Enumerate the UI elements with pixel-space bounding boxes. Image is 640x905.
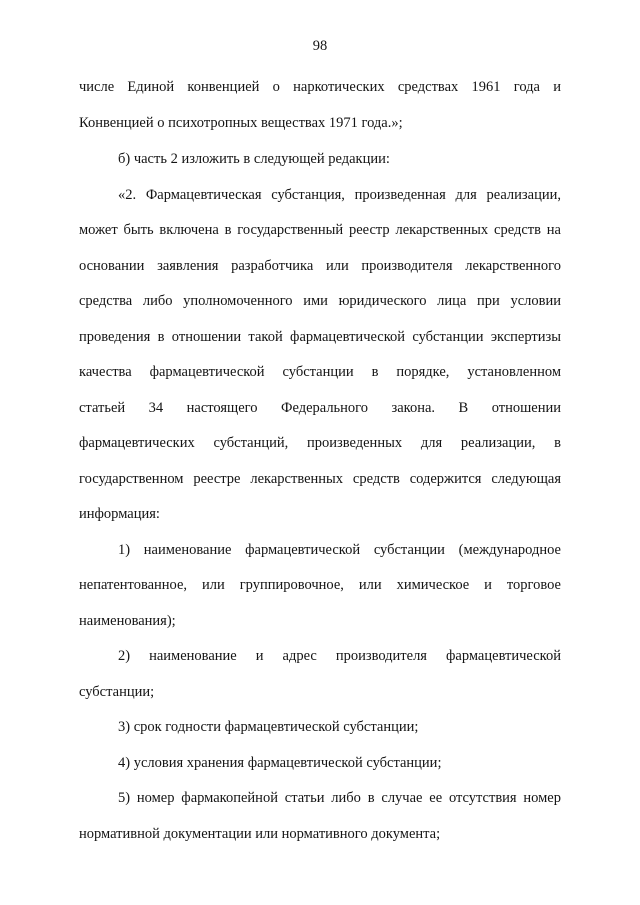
text-line: субстанции;	[79, 684, 155, 700]
text-line: государственном реестре лекарственных средств содержится следующая	[79, 471, 561, 487]
text-line: наименования);	[79, 613, 176, 629]
text-line: 4) условия хранения фармацевтической субстанции;	[118, 755, 442, 771]
text-line: б) часть 2 изложить в следующей редакции:	[118, 151, 390, 167]
text-line: основании заявления разработчика или производителя лекарственного	[79, 258, 561, 274]
text-line: нормативной документации или нормативного документа;	[79, 826, 441, 842]
text-line: 5) номер фармакопейной статьи либо в случае ее отсутствия номер	[118, 790, 561, 806]
text-line: Конвенцией о психотропных веществах 1971 года.»;	[79, 115, 403, 131]
text-line: 1) наименование фармацевтической субстанции (международное	[118, 542, 561, 558]
text-line: 3) срок годности фармацевтической субстанции;	[118, 719, 419, 735]
text-line: проведения в отношении такой фармацевтической субстанции экспертизы	[79, 329, 561, 345]
text-line: «2. Фармацевтическая субстанция, произведенная для реализации,	[118, 187, 561, 203]
text-line: непатентованное, или группировочное, или химическое и торговое	[79, 577, 561, 593]
text-line: статьей 34 настоящего Федерального закона. В отношении	[79, 400, 561, 416]
text-line: средства либо уполномоченного ими юридического лица при условии	[79, 293, 561, 309]
text-line: информация:	[79, 506, 160, 522]
text-line: качества фармацевтической субстанции в порядке, установленном	[79, 364, 561, 380]
text-line: фармацевтических субстанций, произведенных для реализации, в	[79, 435, 561, 451]
page-number: 98	[312, 38, 328, 54]
text-line: 2) наименование и адрес производителя фармацевтической	[118, 648, 561, 664]
text-line: числе Единой конвенцией о наркотических средствах 1961 года и	[79, 79, 561, 95]
text-line: может быть включена в государственный реестр лекарственных средств на	[79, 222, 561, 238]
